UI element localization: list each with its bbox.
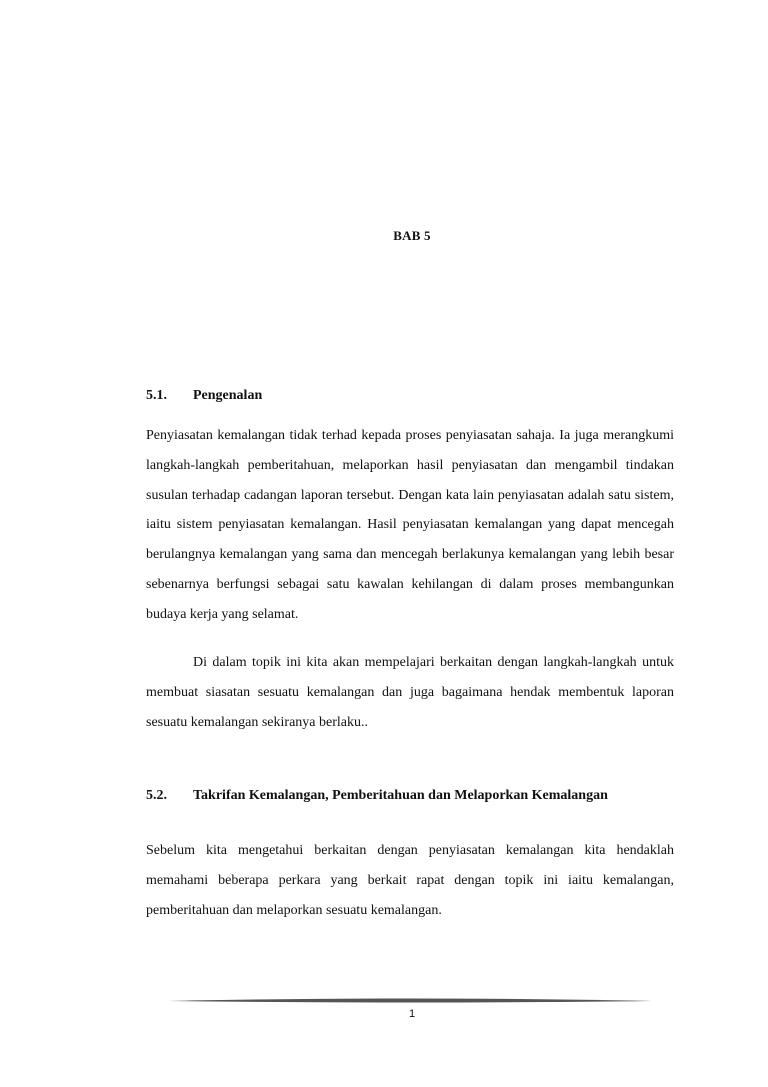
paragraph-definition: Sebelum kita mengetahui berkaitan dengan penyiasatan kemalangan kita hendaklah memahami beberapa perkara yang berkait rapat dengan topik ini iaitu kemalangan, pemberitahuan dan melaporkan sesuatu kemalangan. <box>146 843 674 918</box>
footer-divider <box>168 997 652 1005</box>
paragraph-topic: Di dalam topik ini kita akan mempelajari berkaitan dengan langkah-langkah untuk membuat siasatan sesuatu kemalangan dan juga bagaimana hendak membentuk laporan sesuatu kemalangan sekiranya berlaku.. <box>146 655 674 730</box>
paragraph-intro: Penyiasatan kemalangan tidak terhad kepada proses penyiasatan sahaja. Ia juga merangkumi langkah-langkah pemberitahuan, melaporkan hasil penyiasatan dan mengambil tindakan susulan terhadap cadangan laporan tersebut. Dengan kata lain penyiasatan adalah satu sistem, iaitu sistem penyiasatan kemalangan. Hasil penyiasatan kemalangan yang dapat mencegah berulangnya kemalangan yang sama dan mencegah berlakunya kemalangan yang lebih besar sebenarnya berfungsi sebagai satu kawalan kehilangan di dalam proses membangunkan budaya kerja yang selamat. <box>146 428 674 622</box>
chapter-title: BAB 5 <box>393 228 431 243</box>
section-number: 5.2. <box>146 788 167 803</box>
section-title: Takrifan Kemalangan, Pemberitahuan dan Melaporkan Kemalangan <box>193 788 608 803</box>
section-number: 5.1. <box>146 388 167 403</box>
section-heading-5-1 <box>146 388 262 404</box>
page-number: 1 <box>408 1008 416 1020</box>
section-heading-5-2 <box>146 788 608 804</box>
section-title: Pengenalan <box>193 388 263 403</box>
